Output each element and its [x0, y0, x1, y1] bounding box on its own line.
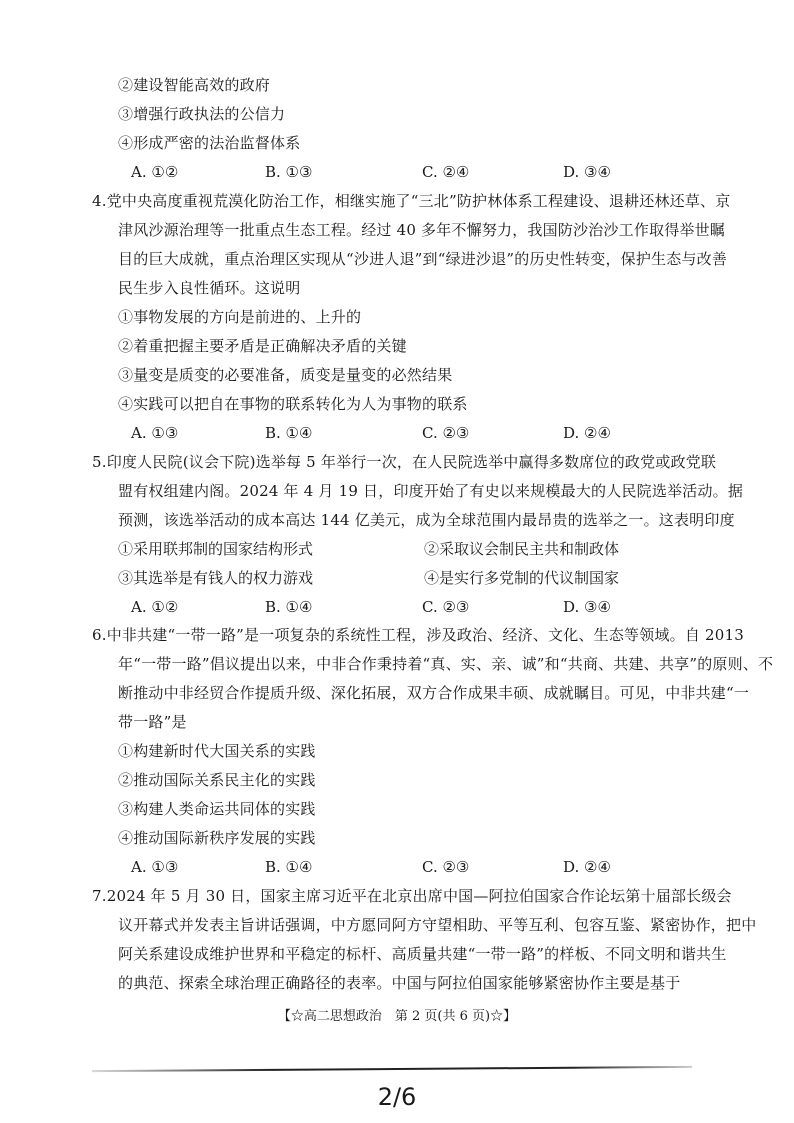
page-number: 2/6 [377, 1083, 417, 1111]
text-line: ①事物发展的方向是前进的、上升的 [118, 308, 362, 326]
option-row [0, 539, 794, 559]
text-line: ④形成严密的法治监督体系 [118, 134, 301, 152]
text-line: ②推动国际关系民主化的实践 [118, 771, 316, 789]
option-item: ③其选举是有钱人的权力游戏 [118, 569, 314, 587]
text-line: ③增强行政执法的公信力 [118, 105, 286, 123]
text-line: ④实践可以把自在事物的联系转化为人为事物的联系 [118, 395, 468, 413]
text-line: ③构建人类命运共同体的实践 [118, 800, 316, 818]
text-line: 目的巨大成就，重点治理区实现从“沙进人退”到“绿进沙退”的历史性转变，保护生态与改善 [118, 250, 728, 268]
option-item: D. ③④ [563, 163, 611, 181]
text-line: 5.印度人民院(议会下院)选举每 5 年举行一次，在人民院选举中赢得多数席位的政党或政党联 [92, 453, 717, 471]
option-item: A. ①③ [131, 858, 179, 876]
option-item: A. ①② [131, 598, 179, 616]
text-line: ②建设智能高效的政府 [118, 76, 271, 94]
option-item: ②采取议会制民主共和制政体 [424, 540, 620, 558]
text-line: 4.党中央高度重视荒漠化防治工作，相继实施了“三北”防护林体系工程建设、退耕还林还草、京 [92, 192, 731, 210]
option-item: C. ②④ [422, 163, 470, 181]
text-line: ④推动国际新秩序发展的实践 [118, 829, 316, 847]
text-line: 断推动中非经贸合作提质升级、深化拓展，双方合作成果丰硕、成就瞩目。可见，中非共建“一 [118, 684, 750, 702]
option-item: ④是实行多党制的代议制国家 [424, 569, 620, 587]
text-line: ③量变是质变的必要准备，质变是量变的必然结果 [118, 366, 453, 384]
text-line: 7.2024 年 5 月 30 日，国家主席习近平在北京出席中国—阿拉伯国家合作论坛第十届部长级会 [92, 887, 732, 905]
text-line: 预测，该选举活动的成本高达 144 亿美元，成为全球范围内最昂贵的选举之一。这表明印度 [118, 511, 735, 529]
text-line: ②着重把握主要矛盾是正确解决矛盾的关键 [118, 337, 407, 355]
option-row [0, 162, 794, 182]
option-row [0, 568, 794, 588]
text-line: 的典范、探索全球治理正确路径的表率。中国与阿拉伯国家能够紧密协作主要是基于 [118, 974, 681, 992]
text-line: 年“一带一路”倡议提出以来，中非合作秉持着“真、实、亲、诚”和“共商、共建、共享”的原则、不 [118, 655, 774, 673]
option-item: C. ②③ [422, 424, 470, 442]
option-item: B. ①④ [265, 858, 313, 876]
option-item: ①采用联邦制的国家结构形式 [118, 540, 314, 558]
text-line: 带一路”是 [118, 713, 187, 731]
text-line: 6.中非共建“一带一路”是一项复杂的系统性工程，涉及政治、经济、文化、生态等领域。自 2013 [92, 626, 744, 644]
text-line: 津风沙源治理等一批重点生态工程。经过 40 多年不懈努力，我国防沙治沙工作取得举世瞩 [118, 221, 726, 239]
option-row [0, 423, 794, 443]
option-item: B. ①④ [265, 598, 313, 616]
text-line: ①构建新时代大国关系的实践 [118, 742, 316, 760]
text-line: 阿关系建设成维护世界和平稳定的标杆、高质量共建“一带一路”的样板、不同文明和谐共生 [118, 945, 727, 963]
text-line: 盟有权组建内阁。2024 年 4 月 19 日，印度开始了有史以来规模最大的人民院选举活动。据 [118, 482, 744, 500]
page-footer: 【☆高二思想政治 第 2 页(共 6 页)☆】 [277, 1009, 517, 1024]
option-item: A. ①③ [131, 424, 179, 442]
option-item: D. ③④ [563, 598, 611, 616]
option-item: B. ①③ [265, 163, 313, 181]
option-row [0, 857, 794, 877]
option-item: D. ②④ [563, 424, 611, 442]
option-item: D. ②④ [563, 858, 611, 876]
option-row [0, 597, 794, 617]
option-item: C. ②③ [422, 858, 470, 876]
option-item: B. ①④ [265, 424, 313, 442]
option-item: A. ①② [131, 163, 179, 181]
text-line: 议开幕式并发表主旨讲话强调，中方愿同阿方守望相助、平等互利、包容互鉴、紧密协作，把中 [118, 916, 757, 934]
option-item: C. ②③ [422, 598, 470, 616]
text-line: 民生步入良性循环。这说明 [118, 279, 301, 297]
scan-artifact-line [92, 1066, 692, 1072]
